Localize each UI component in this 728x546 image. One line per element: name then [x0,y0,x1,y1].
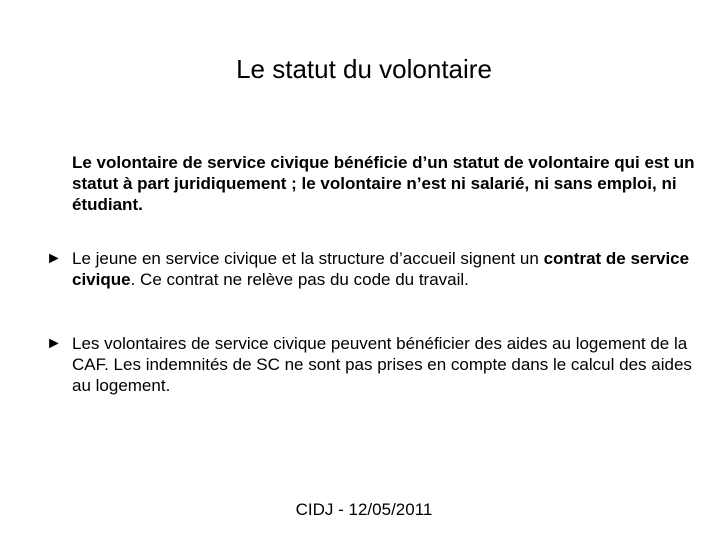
bullet-text-before: Le jeune en service civique et la structure d’accueil signent un [72,249,544,268]
bullet-text-after: . Ce contrat ne relève pas du code du travail. [130,270,469,289]
intro-paragraph: Le volontaire de service civique bénéficie d’un statut de volontaire qui est un statut à part juridiquement ; le volontaire n’est ni salarié, ni sans emploi, ni étudiant. [72,153,695,214]
bullet-text-bold: contrat de service civique [72,249,690,289]
bullet-arrow-icon: ► [46,250,62,267]
slide-footer: CIDJ - 12/05/2011 [295,500,433,519]
bullet-item-contract [46,248,712,290]
bullet-arrow-icon: ► [46,335,62,352]
slide-title: Le statut du volontaire [236,54,492,84]
bullet-item-housing [46,333,712,396]
bullet-text: Les volontaires de service civique peuvent bénéficier des aides au logement de la CAF. Les indemnités de SC ne sont pas prises en compte dans le calcul des aides au logement. [72,334,692,395]
